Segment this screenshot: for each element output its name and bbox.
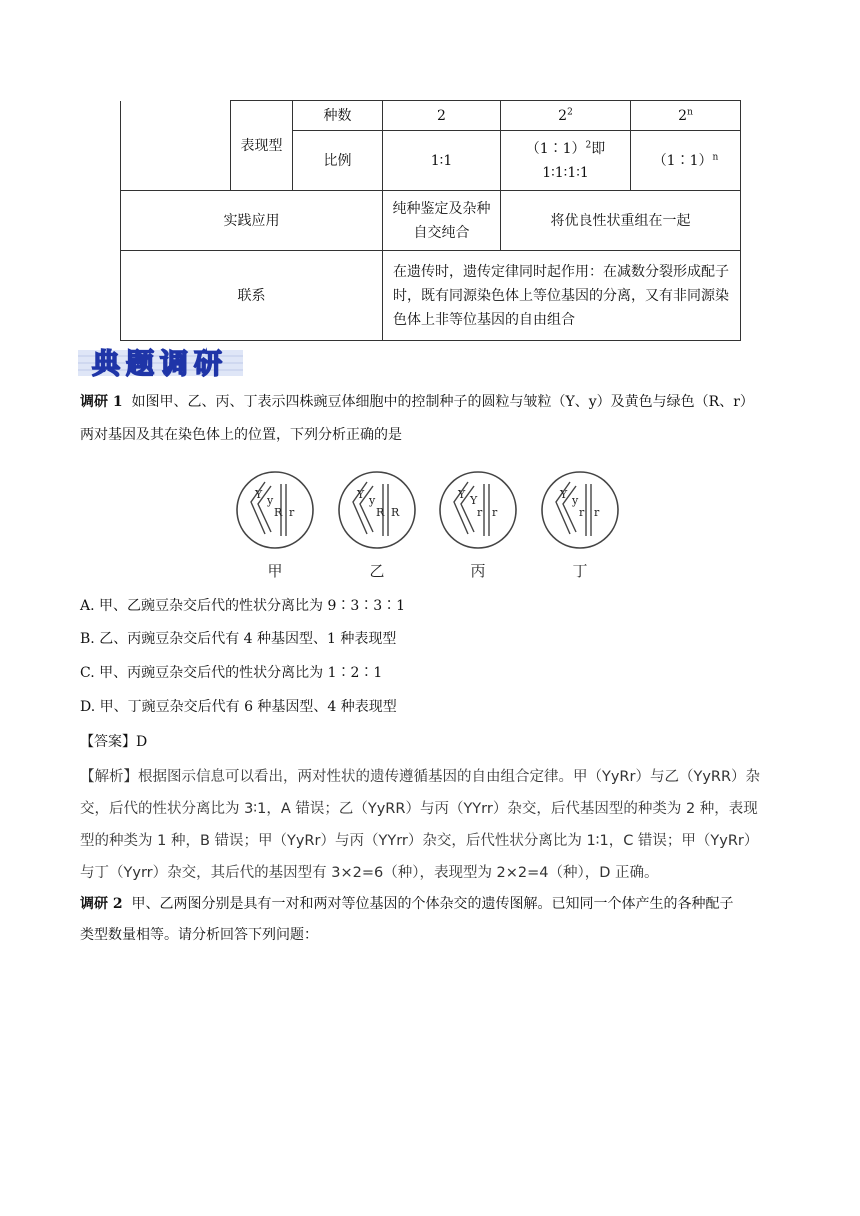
svg-text:典题调研: 典题调研 <box>91 347 229 380</box>
gene-label: Y <box>560 488 568 501</box>
analysis-line3: 型的种类为 1 种，B 错误；甲（YyRr）与丙（YYrr）杂交，后代性状分离比为 1∶1，C 错误；甲（YyRr） <box>80 833 759 849</box>
relation-label: 联系 <box>121 251 383 341</box>
ratio-n-pairs: （1∶1）$^n$ <box>631 131 741 191</box>
gene-label: r <box>492 506 498 519</box>
practice-one: 纯种鉴定及杂种自交纯合 <box>383 191 501 251</box>
analysis-line2: 交，后代的性状分离比为 3∶1，A 错误；乙（YyRR）与丙（YYrr）杂交，后代基因型的种类为 2 种，表现 <box>80 801 758 817</box>
gene-label: R <box>274 506 283 519</box>
q1-stem-line1: 调研 1 如图甲、乙、丙、丁表示四株豌豆体细胞中的控制种子的圆粒与皱粒（Y、y）及黄色与绿色（R、r） <box>80 394 754 410</box>
ratio-two-pairs: （1∶1）$^2$即 1∶1∶1∶1 <box>501 131 631 191</box>
chromosome-cells-figure <box>232 466 632 586</box>
gene-label: Y <box>458 488 466 501</box>
practice-two: 将优良性状重组在一起 <box>501 191 741 251</box>
gene-label: Y <box>255 488 263 501</box>
gene-label: Y <box>357 488 365 501</box>
ratio-label: 比例 <box>293 131 383 191</box>
gene-label: r <box>477 506 483 519</box>
gene-label: r <box>289 506 295 519</box>
cell-name: 甲 <box>267 562 283 580</box>
cell-1 <box>237 472 313 580</box>
gene-label: R <box>391 506 400 519</box>
ratio-one-pair: 1∶1 <box>383 131 501 191</box>
gene-label: r <box>594 506 600 519</box>
q2-stem-line1: 调研 2 甲、乙两图分别是具有一对和两对等位基因的个体杂交的遗传图解。已知同一个体产生的各种配子 <box>80 896 734 912</box>
gene-label: r <box>579 506 585 519</box>
table-blank-cell <box>121 101 231 191</box>
option-d: D. 甲、丁豌豆杂交后代有 6 种基因型、4 种表现型 <box>80 699 397 715</box>
answer: 【答案】D <box>80 734 148 750</box>
section-banner <box>78 346 243 380</box>
practice-label: 实践应用 <box>121 191 383 251</box>
gene-label: R <box>376 506 385 519</box>
count-n-pairs: 2$^n$ <box>631 101 741 131</box>
count-label: 种数 <box>293 101 383 131</box>
count-one-pair: 2 <box>383 101 501 131</box>
phenotype-header: 表现型 <box>231 101 293 191</box>
q1-stem-line2: 两对基因及其在染色体上的位置，下列分析正确的是 <box>80 427 402 443</box>
gene-label: y <box>267 494 274 507</box>
cell-name: 丁 <box>572 562 588 580</box>
count-two-pairs: $2^2$ <box>501 101 631 131</box>
cell-4 <box>542 472 618 580</box>
cell-name: 丙 <box>470 562 486 580</box>
analysis-line1: 【解析】根据图示信息可以看出，两对性状的遗传遵循基因的自由组合定律。甲（YyRr）与乙（YyRR）杂 <box>80 769 761 785</box>
option-b: B. 乙、丙豌豆杂交后代有 4 种基因型、1 种表现型 <box>80 631 397 647</box>
option-c: C. 甲、丙豌豆杂交后代的性状分离比为 1∶2∶1 <box>80 665 383 681</box>
cell-name: 乙 <box>369 562 385 580</box>
cell-2 <box>339 472 415 580</box>
gene-label: y <box>572 494 579 507</box>
genetics-comparison-table <box>120 100 741 341</box>
gene-label: y <box>369 494 376 507</box>
gene-label: Y <box>470 494 478 507</box>
option-a: A. 甲、乙豌豆杂交后代的性状分离比为 9∶3∶3∶1 <box>80 598 406 614</box>
analysis-line4: 与丁（Yyrr）杂交，其后代的基因型有 3×2=6（种），表现型为 2×2=4（种），D 正确。 <box>80 865 659 881</box>
relation-text: 在遗传时，遗传定律同时起作用：在减数分裂形成配子时，既有同源染色体上等位基因的分离，又有非同源染色体上非等位基因的自由组合 <box>383 251 741 341</box>
q2-stem-line2: 类型数量相等。请分析回答下列问题： <box>80 927 318 943</box>
cell-3 <box>440 472 516 580</box>
